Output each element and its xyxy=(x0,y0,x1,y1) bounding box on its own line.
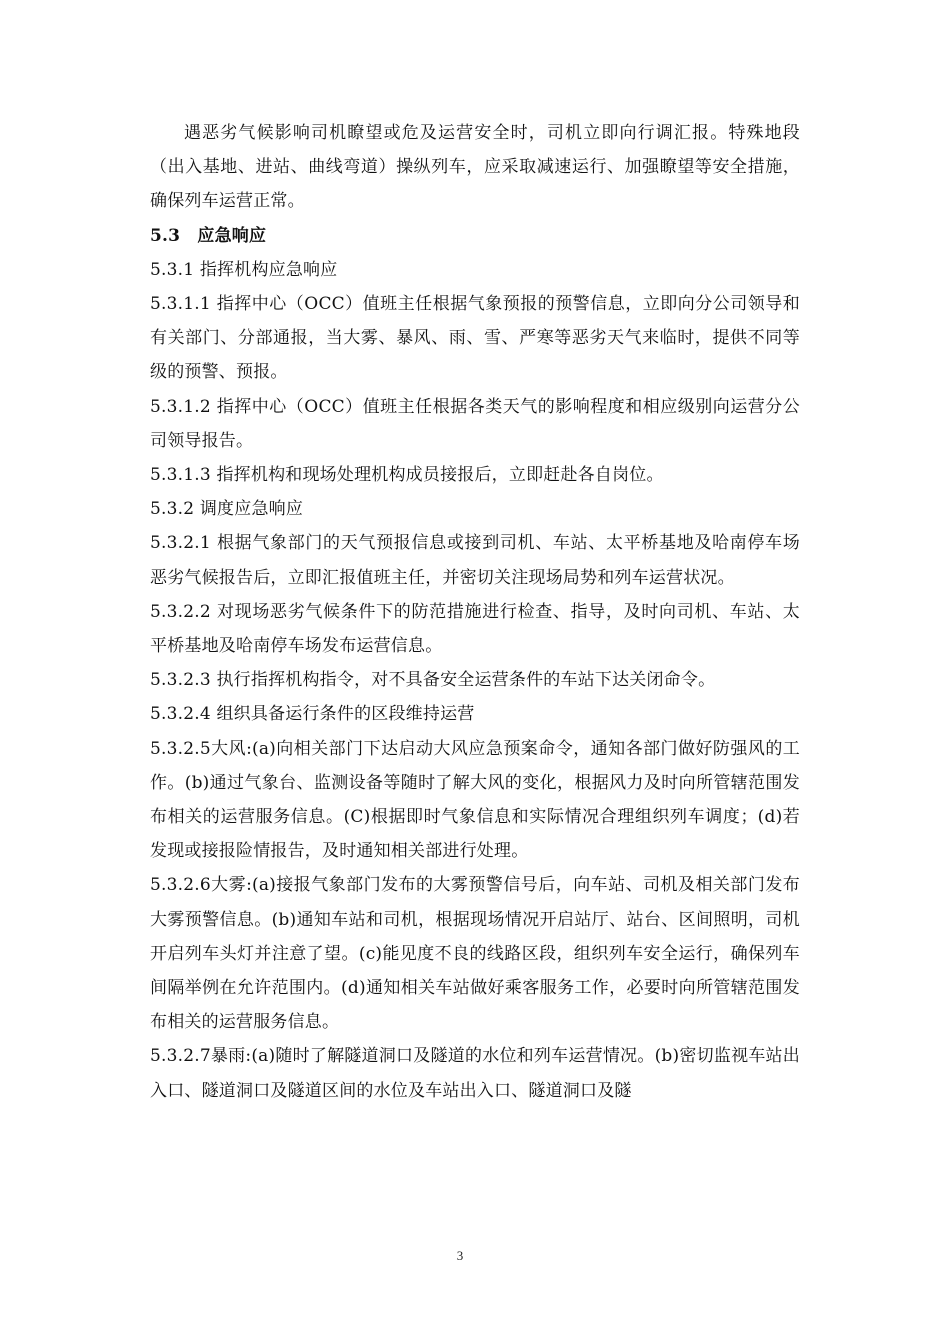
document-body xyxy=(150,116,800,1108)
paragraph-5-3-2-4: 5.3.2.4 组织具备运行条件的区段维持运营 xyxy=(150,704,475,725)
paragraph-5-3-2-3: 5.3.2.3 执行指挥机构指令，对不具备安全运营条件的车站下达关闭命令。 xyxy=(150,670,716,691)
subsection-heading-5-3-2: 5.3.2 调度应急响应 xyxy=(150,499,304,520)
paragraph-intro: 遇恶劣气候影响司机瞭望或危及运营安全时，司机立即向行调汇报。特殊地段（出入基地、进站、曲线弯道）操纵列车，应采取减速运行、加强瞭望等安全措施，确保列车运营正常。 xyxy=(150,123,800,212)
paragraph-5-3-2-5: 5.3.2.5大风:(a)向相关部门下达启动大风应急预案命令，通知各部门做好防强风的工作。(b)通过气象台、监测设备等随时了解大风的变化，根据风力及时向所管辖范围发布相关的运营服务信息。(C)根据即时气象信息和实际情况合理组织列车调度；(d)若发现或接报险情报告，及时通知相关部进行处理。 xyxy=(150,738,800,862)
paragraph-5-3-2-7: 5.3.2.7暴雨:(a)随时了解隧道洞口及隧道的水位和列车运营情况。(b)密切监视车站出入口、隧道洞口及隧道区间的水位及车站出入口、隧道洞口及隧 xyxy=(150,1046,800,1101)
paragraph-5-3-1-3: 5.3.1.3 指挥机构和现场处理机构成员接报后，立即赶赴各自岗位。 xyxy=(150,465,664,486)
paragraph-5-3-1-1: 5.3.1.1 指挥中心（OCC）值班主任根据气象预报的预警信息，立即向分公司领导和有关部门、分部通报，当大雾、暴风、雨、雪、严寒等恶劣天气来临时，提供不同等级的预警、预报。 xyxy=(150,294,800,383)
paragraph-5-3-2-1: 5.3.2.1 根据气象部门的天气预报信息或接到司机、车站、太平桥基地及哈南停车场恶劣气候报告后，立即汇报值班主任，并密切关注现场局势和列车运营状况。 xyxy=(150,533,800,588)
paragraph-5-3-2-2: 5.3.2.2 对现场恶劣气候条件下的防范措施进行检查、指导，及时向司机、车站、太平桥基地及哈南停车场发布运营信息。 xyxy=(150,601,800,657)
paragraph-5-3-1-2: 5.3.1.2 指挥中心（OCC）值班主任根据各类天气的影响程度和相应级别向运营分公司领导报告。 xyxy=(150,396,800,451)
page-number: 3 xyxy=(456,1248,464,1263)
paragraph-5-3-2-6: 5.3.2.6大雾:(a)接报气象部门发布的大雾预警信号后，向车站、司机及相关部门发布大雾预警信息。(b)通知车站和司机，根据现场情况开启站厅、站台、区间照明，司机开启列车头灯并注意了望。(c)能见度不良的线路区段，组织列车安全运行，确保列车间隔举例在允许范围内。(d)通知相关车站做好乘客服务工作，必要时向所管辖范围发布相关的运营服务信息。 xyxy=(150,875,800,1033)
section-heading-5-3: 5.3 应急响应 xyxy=(150,225,267,246)
subsection-heading-5-3-1: 5.3.1 指挥机构应急响应 xyxy=(150,259,338,280)
